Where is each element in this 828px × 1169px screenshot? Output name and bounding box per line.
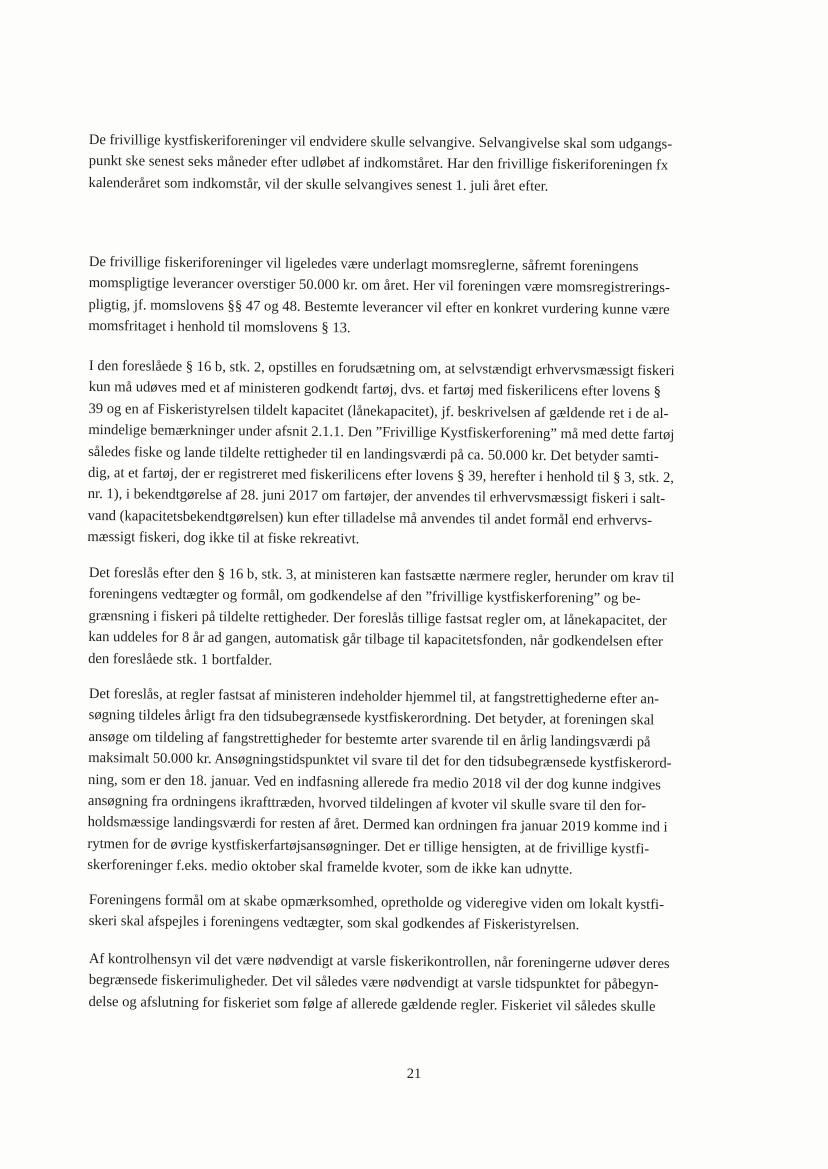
text-line: skerforeninger f.eks. medio oktober skal framelde kvoter, som de ikke kan udnytte. <box>87 857 573 878</box>
paragraph-selvangivelse <box>88 130 740 199</box>
text-line: pligtig, jf. momslovens §§ 47 og 48. Bestemte leverancer vil efter en konkret vurdering kunne være <box>88 296 670 318</box>
text-line: De frivillige kystfiskeriforeninger vil endvidere skulle selvangive. Selvangivelse skal som udgangs- <box>88 131 673 153</box>
text-line: De frivillige fiskeriforeninger vil ligeledes være underlagt momsreglerne, såfremt foreningens <box>88 253 639 275</box>
text-line: nr. 1), i bekendtgørelse af 28. juni 2017 om fartøjer, der anvendes til erhvervsmæssigt fiskeri i salt- <box>87 486 666 508</box>
text-line: kan uddeles for 8 år ad gangen, automatisk går tilbage til kapacitetsfonden, når godkendelsen efter <box>88 629 664 651</box>
text-line: kalenderåret som indkomstår, vil der skulle selvangives senest 1. juli året efter. <box>88 174 549 195</box>
text-line: 39 og en af Fiskeristyrelsen tildelt kapacitet (lånekapacitet), jf. beskrivelsen af gældende ret i de al- <box>88 400 669 422</box>
text-line: skeri skal afspejles i foreningens vedtægter, som skal godkendes af Fiskeristyrelsen. <box>88 913 580 934</box>
text-line: dig, at et fartøj, der er registreret med fiskerilicens efter lovens § 39, herefter i henhold til § 3, stk. 2, <box>87 465 675 487</box>
text-line: ansøge om tildeling af fangstrettigheder for bestemte arter svarende til en årlig landingsværdi på <box>88 728 651 751</box>
paragraph-moms <box>88 252 741 343</box>
text-line: momsfritaget i henhold til momslovens § 13. <box>88 318 351 337</box>
paragraph-kontrol <box>88 949 741 1019</box>
text-line: grænsning i fiskeri på tildelte rettigheder. Der foreslås tillige fastsat regler om, at lånekapacitet, der <box>88 607 667 629</box>
text-line: foreningens vedtægter og formål, om godkendelse af den ”frivillige kystfiskerforening” og be- <box>88 586 641 608</box>
paragraph-formaal <box>89 890 741 939</box>
text-line: mæssigt fiskeri, dog ikke til at fiske rekreativt. <box>87 529 360 548</box>
text-line: holdsmæssige landingsværdi for resten af året. Dermed kan ordningen fra januar 2019 komme ind i <box>87 814 668 836</box>
text-line: ansøgning fra ordningens ikrafttræden, hvorved tildelingen af kvoter vil skulle svare til den for- <box>87 793 647 815</box>
text-line: Det foreslås, at regler fastsat af ministeren indeholder hjemmel til, at fangstrettighederne efter an- <box>88 685 660 708</box>
text-line: begrænsede fiskerimuligheder. Det vil således være nødvendigt at varsle tidspunktet for påbegyn- <box>88 972 659 994</box>
text-line: Af kontrolhensyn vil det være nødvendigt at varsle fiskerikontrollen, når foreningerne udøver deres <box>88 950 670 973</box>
text-line: søgning tildeles årligt fra den tidsubegrænsede kystfiskerordning. Det betyder, at foreningen skal <box>88 707 655 729</box>
paragraph-fangstrettigheder <box>87 684 741 883</box>
text-line: Det foreslås efter den § 16 b, stk. 3, at ministeren kan fastsætte nærmere regler, herunder om krav til <box>88 564 675 587</box>
text-line: Foreningens formål om at skabe opmærksomhed, opretholde og videregive viden om lokalt kystfi- <box>88 891 665 914</box>
text-line: delse og afslutning for fiskeriet som følge af allerede gældende regler. Fiskeriet vil således skulle <box>88 993 656 1015</box>
text-line: kun må udøves med et af ministeren godkendt fartøj, dvs. et fartøj med fiskerilicens efter lovens § <box>88 379 662 401</box>
text-line: momspligtige leverancer overstiger 50.000 kr. om året. Her vil foreningen være momsregistrerings- <box>88 275 670 297</box>
text-line: rytmen for de øvrige kystfiskerfartøjsansøgninger. Det er tillige hensigten, at de frivillige kystfi- <box>87 835 650 858</box>
paragraph-stk-3 <box>88 563 741 676</box>
text-line: den foreslåede stk. 1 bortfalder. <box>88 650 273 669</box>
text-line: maksimalt 50.000 kr. Ansøgningstidspunktet vil svare til det for den tidsubegrænsede kystfiskerord- <box>88 750 672 772</box>
text-line: I den foreslåede § 16 b, stk. 2, opstilles en forudsætning om, at selvstændigt erhvervsmæssigt fiskeri <box>88 357 675 380</box>
text-line: vand (kapacitetsbekendtgørelsen) kun efter tilladelse må anvendes til andet formål end erhvervs- <box>87 507 653 529</box>
text-line: således fiske og lande tildelte rettigheder til en landingsværdi på ca. 50.000 kr. Det betyder samti- <box>88 443 659 465</box>
text-line: ning, som er den 18. januar. Ved en indfasning allerede fra medio 2018 vil der dog kunne indgives <box>88 771 661 794</box>
page-number: 21 <box>406 1066 422 1082</box>
text-line: mindelige bemærkninger under afsnit 2.1.1. Den ”Frivillige Kystfiskerforening” må med dette fartøj <box>88 422 675 444</box>
text-line: punkt ske senest seks måneder efter udløbet af indkomståret. Har den frivillige fiskeriforeningen fx <box>88 153 669 174</box>
paragraph-stk-2 <box>87 356 741 554</box>
